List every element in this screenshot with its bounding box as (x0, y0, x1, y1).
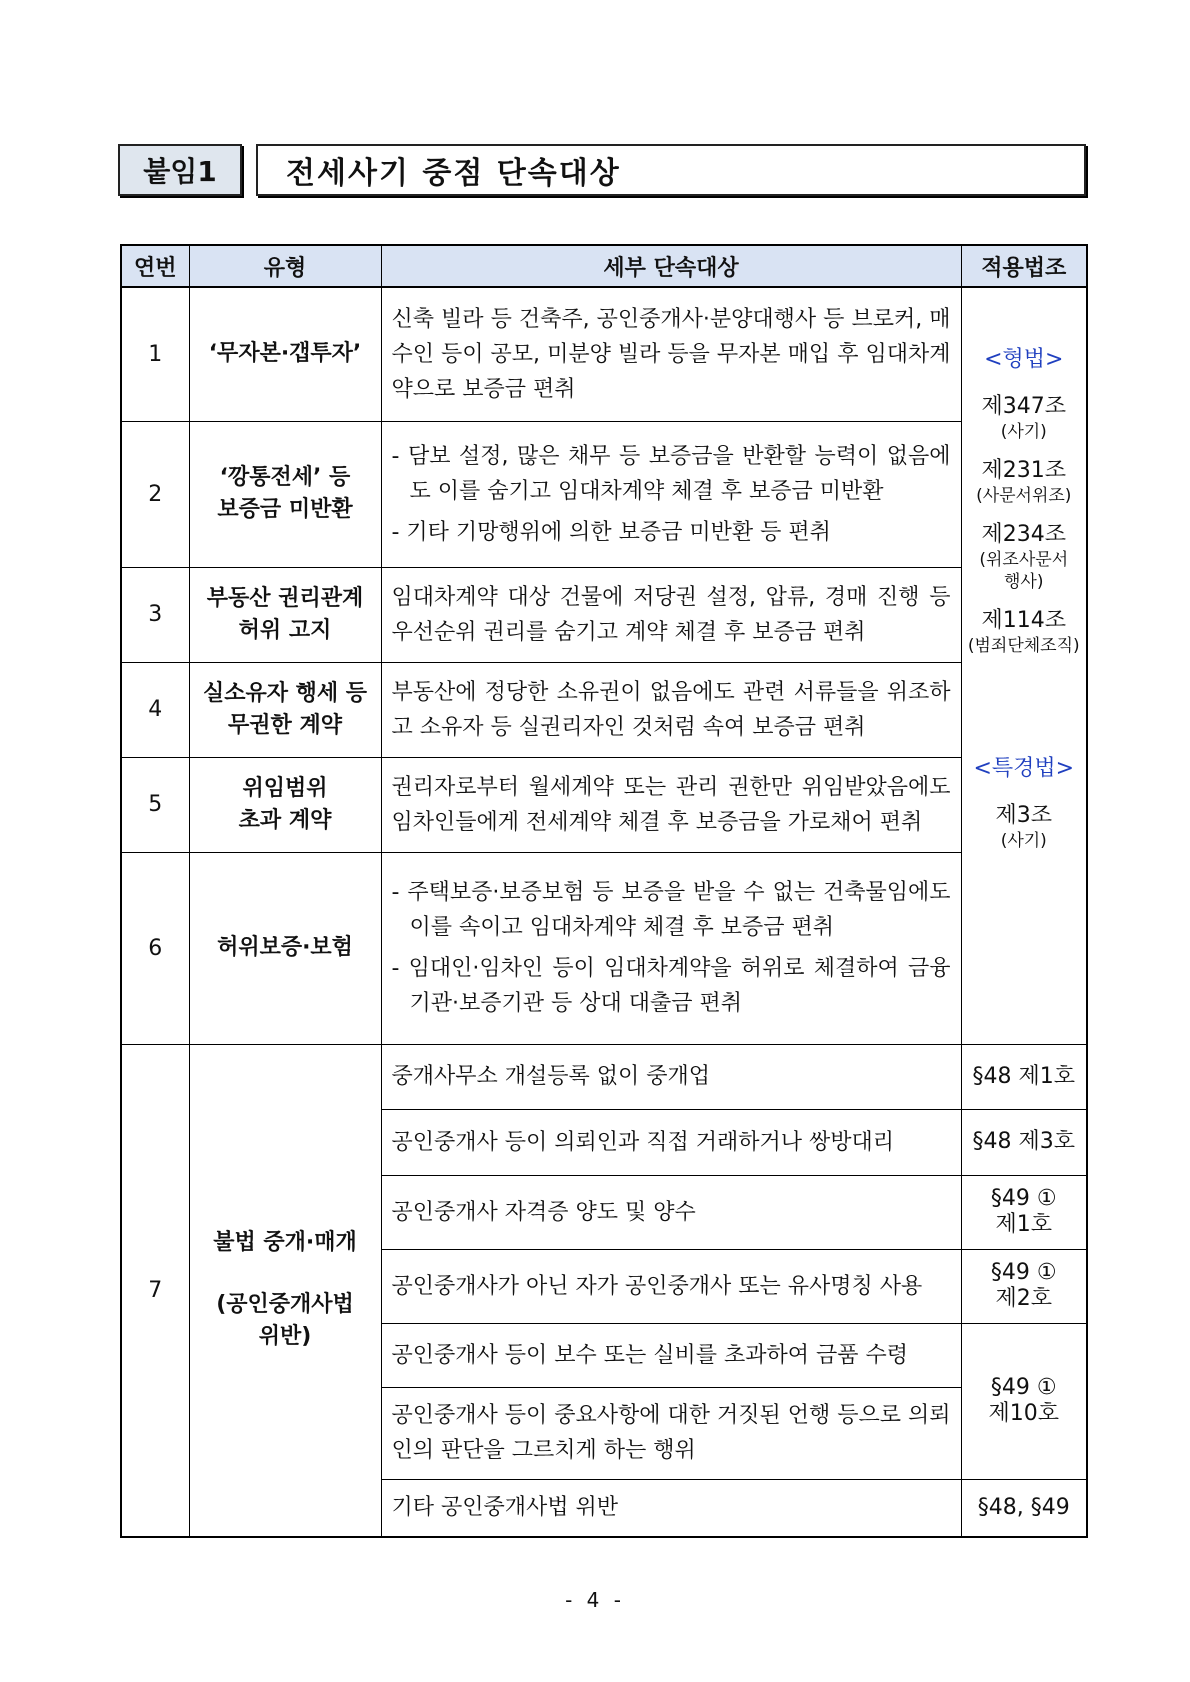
sub-row-law-line: §49 ① (990, 1375, 1057, 1400)
row-type (189, 1044, 381, 1537)
law-article: 제347조 (981, 394, 1066, 419)
table-row (121, 662, 1087, 757)
row-number: 2 (121, 421, 189, 567)
law-article-desc: (사기) (1000, 422, 1047, 442)
applicable-law-block (961, 287, 1087, 1044)
sub-row-law-line: 제2호 (995, 1286, 1052, 1311)
row-number: 3 (121, 567, 189, 662)
table-row (121, 421, 1087, 567)
attachment-badge: 붙임1 (118, 144, 242, 196)
row-type-line: 불법 중개·매개 (213, 1230, 357, 1256)
sub-row-detail: 중개사무소 개설등록 없이 중개업 (381, 1044, 961, 1109)
table-row (121, 287, 1087, 421)
law-article-desc-line: 행사) (1004, 572, 1044, 592)
row-detail: 신축 빌라 등 건축주, 공인중개사·분양대행사 등 브로커, 매수인 등이 공모, 미분양 빌라 등을 무자본 매입 후 임대차계약으로 보증금 편취 (381, 287, 961, 421)
row-type (189, 757, 381, 852)
row-detail: 권리자로부터 월세계약 또는 관리 권한만 위임받았음에도 임차인들에게 전세계약 체결 후 보증금을 가로채어 편취 (381, 757, 961, 852)
sub-row-detail: 공인중개사 등이 보수 또는 실비를 초과하여 금품 수령 (381, 1323, 961, 1387)
law-article-desc: (사문서위조) (976, 486, 1072, 506)
sub-row-detail: 공인중개사가 아닌 자가 공인중개사 또는 유사명칭 사용 (381, 1249, 961, 1323)
law-article: 제114조 (981, 608, 1066, 633)
sub-row-law-line: 제10호 (988, 1401, 1059, 1426)
detail-item: - 기타 기망행위에 의한 보증금 미반환 등 편취 (391, 519, 831, 545)
row-number: 6 (121, 852, 189, 1044)
sub-row-detail: 기타 공인중개사법 위반 (381, 1479, 961, 1537)
row-detail (381, 421, 961, 567)
row-type (189, 662, 381, 757)
sub-row-law-line: §49 ① (990, 1186, 1057, 1211)
law-article-desc-line: (위조사문서 (979, 550, 1069, 570)
sub-row-law (961, 1175, 1087, 1249)
law-article: 제3조 (995, 803, 1052, 828)
table-row (121, 852, 1087, 1044)
law-article-desc (963, 549, 1086, 593)
law-article: 제234조 (981, 522, 1066, 547)
law-article-desc: (사기) (1000, 831, 1047, 851)
sub-row-law: §48, §49 (961, 1479, 1087, 1537)
row-number: 1 (121, 287, 189, 421)
detail-item: - 주택보증·보증보험 등 보증을 받을 수 없는 건축물임에도 이를 속이고 임대차계약 체결 후 보증금 편취 (391, 880, 951, 940)
row-detail (381, 852, 961, 1044)
detail-item: - 임대인·임차인 등이 임대차계약을 허위로 체결하여 금융기관·보증기관 등 상대 대출금 편취 (391, 956, 951, 1016)
row-type (189, 421, 381, 567)
col-header-no: 연번 (121, 245, 189, 287)
col-header-law: 적용법조 (961, 245, 1087, 287)
page-header (118, 144, 1087, 200)
special-law-heading: <특경법> (973, 756, 1075, 781)
sub-row-detail: 공인중개사 자격증 양도 및 양수 (381, 1175, 961, 1249)
row-type-line: ‘깡통전세’ 등 (219, 465, 351, 490)
row-type-line: (공인중개사법 (216, 1292, 354, 1318)
row-type-line: 부동산 권리관계 (206, 585, 364, 611)
row-type-line: 위반) (258, 1324, 312, 1350)
page-number: - 4 - (565, 1588, 625, 1612)
row-type-line: 보증금 미반환 (217, 497, 353, 522)
table-row (121, 1044, 1087, 1109)
sub-row-law (961, 1249, 1087, 1323)
row-detail: 부동산에 정당한 소유권이 없음에도 관련 서류들을 위조하고 소유자 등 실권리자인 것처럼 속여 보증금 편취 (381, 662, 961, 757)
law-article: 제231조 (981, 458, 1066, 483)
row-type-line: 초과 계약 (238, 807, 332, 833)
sub-row-law: §48 제3호 (961, 1109, 1087, 1175)
sub-row-detail: 공인중개사 등이 의뢰인과 직접 거래하거나 쌍방대리 (381, 1109, 961, 1175)
row-type-line: 위임범위 (242, 775, 328, 801)
row-type-line: 무권한 계약 (228, 712, 342, 738)
criminal-law-heading: <형법> (984, 347, 1064, 372)
row-number: 4 (121, 662, 189, 757)
sub-row-law-line: 제1호 (995, 1212, 1052, 1237)
sub-row-law (961, 1323, 1087, 1479)
table-row (121, 757, 1087, 852)
row-type: ‘무자본·갭투자’ (189, 287, 381, 421)
col-header-type: 유형 (189, 245, 381, 287)
page-title: 전세사기 중점 단속대상 (256, 144, 1086, 196)
col-header-detail: 세부 단속대상 (381, 245, 961, 287)
crackdown-table (120, 244, 1088, 1538)
sub-row-detail: 공인중개사 등이 중요사항에 대한 거짓된 언행 등으로 의뢰인의 판단을 그르치게 하는 행위 (381, 1387, 961, 1479)
sub-row-law-line: §49 ① (990, 1260, 1057, 1285)
table-row (121, 567, 1087, 662)
row-number: 5 (121, 757, 189, 852)
row-type (189, 567, 381, 662)
row-number: 7 (121, 1044, 189, 1537)
row-type: 허위보증·보험 (189, 852, 381, 1044)
row-type-line: 허위 고지 (238, 617, 332, 643)
row-detail: 임대차계약 대상 건물에 저당권 설정, 압류, 경매 진행 등 우선순위 권리를 숨기고 계약 체결 후 보증금 편취 (381, 567, 961, 662)
table-header-row (121, 245, 1087, 287)
law-article-desc: (범죄단체조직) (967, 636, 1080, 656)
sub-row-law: §48 제1호 (961, 1044, 1087, 1109)
row-type-line: 실소유자 행세 등 (202, 680, 368, 706)
detail-item: - 담보 설정, 많은 채무 등 보증금을 반환할 능력이 없음에도 이를 숨기고 임대차계약 체결 후 보증금 미반환 (391, 443, 951, 504)
